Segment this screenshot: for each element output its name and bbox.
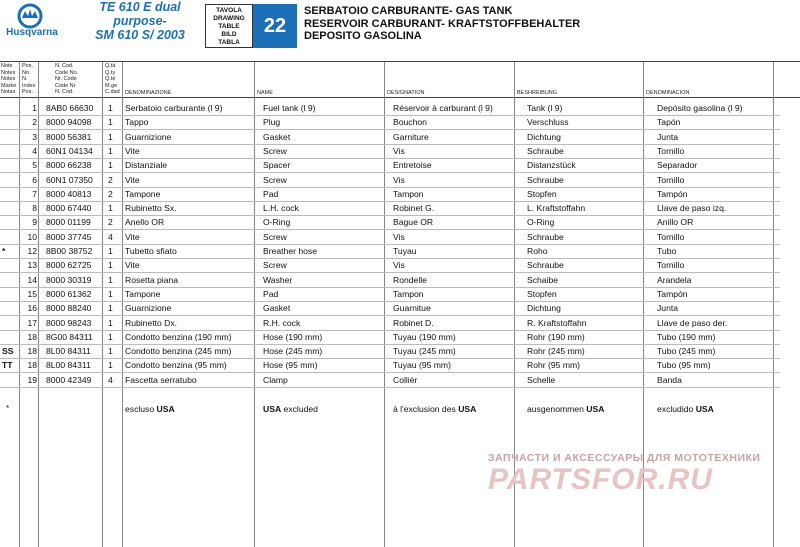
cell-de: Rohr (245 mm) (527, 346, 585, 357)
cell-pos: 8 (32, 203, 37, 214)
cell-pos: 13 (27, 260, 37, 271)
cell-de: Verschluss (527, 117, 569, 128)
cell-en: O-Ring (263, 217, 291, 228)
cell-en: Washer (263, 274, 293, 285)
cell-qty: 1 (108, 288, 113, 299)
cell-fr: Vis (393, 260, 405, 271)
cell-it: Tappo (125, 117, 149, 128)
cell-es: Arandela (657, 274, 692, 285)
cell-de: Schraube (527, 260, 564, 271)
cell-fr: Tuyau (190 mm) (393, 331, 456, 342)
cell-it: Rubinetto Dx. (125, 317, 178, 328)
cell-qty: 1 (108, 160, 113, 171)
cell-fr: Réservoir à carburant (l 9) (393, 103, 493, 113)
cell-en: Screw (263, 174, 287, 185)
cell-code: 8B00 38752 (46, 246, 93, 256)
table-row (0, 144, 800, 158)
cell-it: Anello OR (125, 217, 165, 228)
cell-en: Hose (95 mm) (263, 360, 318, 371)
cell-code: 8000 88240 (46, 303, 92, 314)
cell-de: Schaibe (527, 274, 559, 285)
col-head-es: DENOMINACION (646, 90, 690, 96)
cell-it: Guarnizione (125, 303, 172, 314)
cell-pos: 5 (32, 160, 37, 171)
cell-it: Condotto benzina (190 mm) (125, 331, 232, 342)
cell-es: Tubo (95 mm) (657, 360, 711, 371)
cell-it: Tubetto sfiato (125, 246, 177, 256)
brand-name: Husqvarna (6, 27, 58, 38)
cell-it: Condotto benzina (245 mm) (125, 346, 232, 357)
cell-de: Stopfen (527, 288, 557, 299)
cell-de: Schelle (527, 374, 556, 385)
cell-fr: Entretoise (393, 160, 432, 171)
cell-pos: 18 (27, 360, 37, 371)
cell-en: Screw (263, 145, 287, 156)
cell-en: Gasket (263, 131, 291, 142)
cell-it: Serbatoio carburante (l 9) (125, 103, 223, 113)
table-row (0, 187, 800, 201)
footnote-it: escluso USA (125, 404, 175, 414)
cell-de: Roho (527, 246, 548, 256)
cell-qty: 2 (108, 174, 113, 185)
cell-fr: Tuyau (393, 246, 417, 256)
cell-es: Junta (657, 131, 679, 142)
cell-es: Tubo (245 mm) (657, 346, 716, 357)
cell-fr: Tuyau (245 mm) (393, 346, 456, 357)
cell-fr: Robinet D. (393, 317, 434, 328)
column-header-divider (0, 97, 800, 98)
cell-it: Vite (125, 145, 140, 156)
cell-de: Distanzstück (527, 160, 576, 171)
cell-fr: Garniture (393, 131, 429, 142)
cell-it: Guarnizione (125, 131, 172, 142)
cell-pos: 1 (32, 103, 37, 113)
cell-qty: 1 (108, 203, 113, 214)
cell-pos: 18 (27, 346, 37, 357)
cell-en: Fuel tank (l 9) (263, 103, 316, 113)
table-label-box: TAVOLA DRAWING TABLE BILD TABLA (205, 4, 253, 48)
cell-qty: 4 (108, 231, 113, 242)
cell-en: Hose (190 mm) (263, 331, 323, 342)
cell-pos: 6 (32, 174, 37, 185)
col-head-it: DENOMINAZIONE (125, 90, 172, 96)
cell-code: 8000 62725 (46, 260, 92, 271)
watermark-site: PARTSFOR.RU (488, 463, 713, 496)
cell-fr: Tuyau (95 mm) (393, 360, 451, 371)
model-title: TE 610 E dual purpose- SM 610 S/ 2003 (95, 0, 185, 42)
col-head-qty: Q.tà Q.ty Q.té M.ge C.dad (105, 63, 120, 95)
cell-pos: 9 (32, 217, 37, 228)
table-row (0, 258, 800, 272)
cell-de: L. Kraftstoffahn (527, 203, 586, 214)
cell-en: Gasket (263, 303, 291, 314)
cell-de: R. Kraftstoffahn (527, 317, 587, 328)
cell-it: Tampone (125, 188, 161, 199)
cell-code: 8000 94098 (46, 117, 92, 128)
col-head-note: Note Notes Notes Marke Notas (1, 63, 17, 95)
table-row (0, 158, 800, 172)
cell-es: Separador (657, 160, 698, 171)
cell-es: Tornillo (657, 231, 685, 242)
table-row (0, 101, 800, 115)
cell-pos: 3 (32, 131, 37, 142)
cell-qty: 1 (108, 360, 113, 371)
cell-pos: 4 (32, 145, 37, 156)
cell-es: Tapón (657, 117, 681, 128)
table-row (0, 244, 800, 258)
cell-it: Distanziale (125, 160, 168, 171)
cell-pos: 15 (27, 288, 37, 299)
cell-es: Llave de paso der. (657, 317, 728, 328)
cell-it: Vite (125, 174, 140, 185)
cell-de: Schraube (527, 145, 564, 156)
cell-es: Banda (657, 374, 682, 385)
cell-es: Tornillo (657, 174, 685, 185)
col-head-fr: DESIGNATION (387, 90, 425, 96)
cell-code: 8000 56381 (46, 131, 92, 142)
row-divider (0, 387, 780, 388)
table-number: 22 (253, 4, 297, 48)
cell-qty: 1 (108, 331, 113, 342)
table-row (0, 287, 800, 301)
footnote-row (0, 402, 800, 416)
cell-pos: 10 (27, 231, 37, 242)
cell-en: Screw (263, 260, 287, 271)
cell-fr: Vis (393, 231, 405, 242)
cell-code: 8AB0 66630 (46, 103, 94, 113)
cell-fr: Vis (393, 145, 405, 156)
col-head-de: BESHREIBUNG (517, 90, 558, 96)
cell-es: Tubo (190 mm) (657, 331, 716, 342)
cell-fr: Rondelle (393, 274, 427, 285)
cell-code: 8000 01199 (46, 217, 91, 228)
cell-qty: 1 (108, 131, 113, 142)
table-row (0, 230, 800, 244)
cell-en: Breather hose (263, 246, 317, 256)
cell-en: Hose (245 mm) (263, 346, 323, 357)
header-divider (0, 61, 800, 62)
cell-es: Tampón (657, 188, 688, 199)
cell-code: 8000 67440 (46, 203, 92, 214)
cell-fr: Collièr (393, 374, 418, 385)
cell-fr: Tampon (393, 288, 424, 299)
cell-qty: 1 (108, 117, 113, 128)
cell-code: 8000 98243 (46, 317, 92, 328)
cell-note: SS (2, 346, 14, 357)
cell-code: 8G00 84311 (46, 331, 93, 342)
cell-es: Junta (657, 303, 679, 314)
cell-de: Schraube (527, 231, 564, 242)
cell-qty: 1 (108, 274, 113, 285)
cell-de: O-Ring (527, 217, 555, 228)
cell-en: Pad (263, 288, 279, 299)
table-row (0, 130, 800, 144)
cell-it: Rubinetto Sx. (125, 203, 177, 214)
cell-de: Schraube (527, 174, 564, 185)
cell-code: 8L00 84311 (46, 346, 91, 357)
cell-de: Dichtung (527, 131, 561, 142)
cell-it: Condotto benzina (95 mm) (125, 360, 227, 371)
cell-note: * (2, 246, 6, 256)
cell-en: Plug (263, 117, 281, 128)
cell-en: Pad (263, 188, 279, 199)
cell-fr: Tampon (393, 188, 424, 199)
cell-fr: Bouchon (393, 117, 427, 128)
cell-en: Screw (263, 231, 287, 242)
table-row (0, 316, 800, 330)
cell-qty: 1 (108, 260, 113, 271)
footnote-de: ausgenommen USA (527, 404, 605, 414)
cell-qty: 1 (108, 246, 113, 256)
cell-pos: 16 (27, 303, 37, 314)
cell-note: TT (2, 360, 13, 371)
cell-es: Llave de paso izq. (657, 203, 727, 214)
col-head-code: N. Cod. Code No. Nr. Code Code Nr N. Cod. (55, 63, 79, 95)
watermark-tagline: ЗАПЧАСТИ И АКСЕССУАРЫ ДЛЯ МОТОТЕХНИКИ (488, 452, 761, 464)
cell-qty: 1 (108, 103, 113, 113)
cell-qty: 1 (108, 303, 113, 314)
footnote-mark: * (6, 404, 10, 413)
cell-it: Rosetta piana (125, 274, 179, 285)
table-row (0, 330, 800, 344)
cell-de: Tank (l 9) (527, 103, 563, 113)
table-row (0, 344, 800, 358)
cell-pos: 17 (27, 317, 37, 328)
cell-code: 8000 66238 (46, 160, 92, 171)
cell-pos: 18 (27, 331, 37, 342)
footnote-en: USA excluded (263, 404, 318, 414)
cell-code: 8000 61362 (46, 288, 92, 299)
cell-de: Stopfen (527, 188, 557, 199)
cell-es: Depósito gasolina (l 9) (657, 103, 743, 113)
cell-code: 8000 40813 (46, 188, 92, 199)
cell-code: 60N1 07350 (46, 174, 93, 185)
cell-de: Rohr (190 mm) (527, 331, 585, 342)
cell-it: Tampone (125, 288, 161, 299)
cell-pos: 2 (32, 117, 37, 128)
cell-fr: Bague OR (393, 217, 434, 228)
table-row (0, 358, 800, 372)
table-row (0, 215, 800, 229)
table-row (0, 301, 800, 315)
table-row (0, 173, 800, 187)
cell-pos: 7 (32, 188, 37, 199)
cell-qty: 1 (108, 317, 113, 328)
cell-fr: Robinet G. (393, 203, 435, 214)
table-row (0, 201, 800, 215)
page-title: SERBATOIO CARBURANTE- GAS TANK RESERVOIR CARBURANT- KRAFTSTOFFBEHALTER DEPOSITO GASOLINA (304, 5, 581, 42)
cell-qty: 1 (108, 346, 113, 357)
cell-en: Clamp (263, 374, 288, 385)
cell-pos: 12 (27, 246, 37, 256)
col-head-en: NAME (257, 90, 273, 96)
cell-pos: 14 (27, 274, 37, 285)
cell-en: Spacer (263, 160, 291, 171)
footnote-es: excludido USA (657, 404, 714, 414)
table-row (0, 373, 800, 387)
cell-es: Tubo (657, 246, 677, 256)
cell-en: R.H. cock (263, 317, 301, 328)
table-row (0, 273, 800, 287)
cell-it: Vite (125, 260, 140, 271)
cell-es: Anillo OR (657, 217, 694, 228)
cell-code: 8000 42349 (46, 374, 92, 385)
table-row (0, 115, 800, 129)
cell-it: Vite (125, 231, 140, 242)
cell-qty: 4 (108, 374, 113, 385)
cell-es: Tampón (657, 288, 688, 299)
page-header (0, 0, 800, 62)
cell-en: L.H. cock (263, 203, 299, 214)
cell-de: Dichtung (527, 303, 561, 314)
cell-code: 8000 30319 (46, 274, 92, 285)
cell-de: Rohr (95 mm) (527, 360, 581, 371)
watermark (488, 452, 778, 496)
cell-code: 8L00 84311 (46, 360, 91, 371)
footnote-fr: à l'exclusion des USA (393, 404, 477, 414)
cell-it: Fascetta serratubo (125, 374, 197, 385)
cell-code: 60N1 04134 (46, 145, 93, 156)
cell-es: Tornillo (657, 145, 685, 156)
cell-fr: Guarnitue (393, 303, 431, 314)
cell-qty: 2 (108, 188, 113, 199)
cell-pos: 19 (27, 374, 37, 385)
cell-qty: 2 (108, 217, 113, 228)
col-head-pos: Pos. No. N. Index Pos. (22, 63, 36, 95)
cell-es: Tornillo (657, 260, 685, 271)
cell-qty: 1 (108, 145, 113, 156)
cell-code: 8000 37745 (46, 231, 92, 242)
cell-fr: Vis (393, 174, 405, 185)
